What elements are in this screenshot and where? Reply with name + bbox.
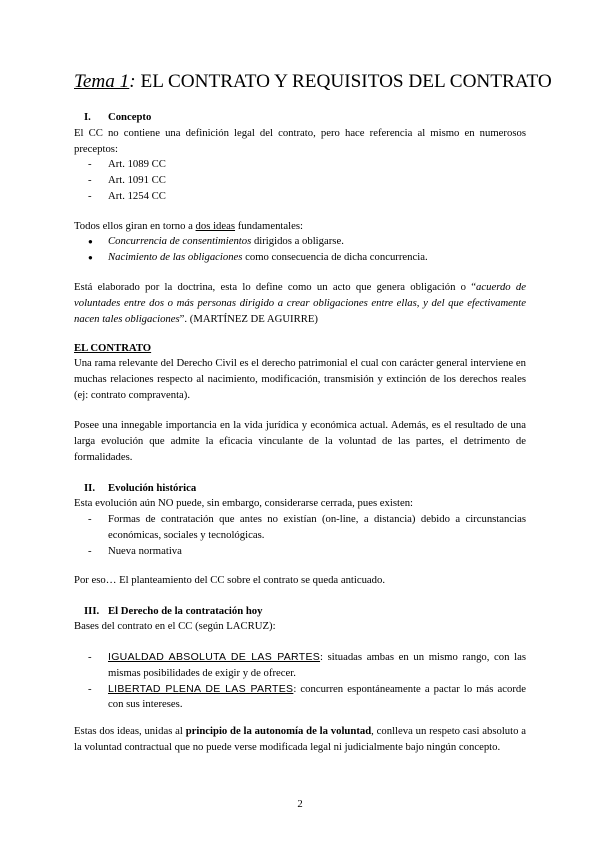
list-item xyxy=(88,157,526,173)
section-title: El Derecho de la contratación hoy xyxy=(108,605,263,617)
list-item xyxy=(88,544,526,560)
dash-marker: - xyxy=(88,173,92,186)
closing-text: Estas dos ideas, unidas al xyxy=(74,725,186,737)
dash-marker: - xyxy=(88,158,92,170)
contratacion-intro: Bases del contrato en el CC (según LACRUZ): xyxy=(74,620,276,632)
title-text: EL CONTRATO Y REQUISITOS DEL CONTRATO xyxy=(135,71,552,92)
bullet-marker: ● xyxy=(88,252,93,262)
article-ref: Art. 1254 CC xyxy=(108,189,166,202)
page-number: 2 xyxy=(297,798,303,810)
list-item-text: Formas de contratación que antes no existían (on-line, a distancia) debido a circunstancias económicas, sociales y tecnológicas. xyxy=(108,513,526,541)
idea-text: dirigidos a obligarse. xyxy=(251,235,344,247)
list-item xyxy=(88,234,526,250)
title-colon: : xyxy=(129,71,136,92)
dash-marker: - xyxy=(88,513,92,525)
section-heading-contratacion xyxy=(74,604,526,620)
bases-list xyxy=(88,650,526,713)
list-item xyxy=(88,512,526,544)
doctrine-paragraph xyxy=(74,280,526,327)
idea-text: como consecuencia de dicha concurrencia. xyxy=(242,250,428,263)
closing-paragraph xyxy=(74,724,526,756)
article-list xyxy=(88,157,526,204)
base-term: IGUALDAD ABSOLUTA DE LAS PARTES xyxy=(108,651,321,663)
title-topic: Tema 1 xyxy=(74,71,130,92)
base-text: : concurren espontáneamente a pactar lo más acorde con sus intereses. xyxy=(108,682,526,711)
doctrine-author: ”. (MARTÍNEZ DE AGUIRRE) xyxy=(179,312,318,325)
evolucion-conclusion: Por eso… El planteamiento del CC sobre el contrato se queda anticuado. xyxy=(74,574,386,586)
ideas-list xyxy=(88,234,526,266)
dash-marker: - xyxy=(88,682,92,695)
idea-term: Nacimiento de las obligaciones xyxy=(108,250,243,263)
list-item xyxy=(88,682,526,714)
doctrine-quote: acuerdo de voluntades entre dos o más personas dirigido a crear obligaciones entre ellas, y del que efectivamente nacen tales obligaciones xyxy=(74,281,527,325)
dash-marker: - xyxy=(88,189,92,202)
base-term: LIBERTAD PLENA DE LAS PARTES xyxy=(108,682,294,695)
ideas-text-end: fundamentales: xyxy=(235,220,303,232)
article-ref: Art. 1091 CC xyxy=(108,173,166,186)
list-item xyxy=(88,650,526,682)
section-number: II. xyxy=(84,482,95,494)
list-item-text: Nueva normativa xyxy=(108,544,182,557)
dash-marker: - xyxy=(88,651,92,663)
ideas-text: Todos ellos giran en torno a xyxy=(74,220,196,232)
contrato-paragraph-2: Posee una innegable importancia en la vida jurídica y económica actual. Además, es el resultado de una larga evolución que admite la eficacia vinculante de la voluntad de las partes, el detrimento de formalidades. xyxy=(74,419,526,463)
dash-marker: - xyxy=(88,544,92,557)
closing-bold: principio de la autonomía de la voluntad xyxy=(185,725,372,737)
concepto-intro: El CC no contiene una definición legal del contrato, pero hace referencia al mismo en numerosos preceptos: xyxy=(74,127,526,155)
list-item xyxy=(88,189,526,205)
section-number: I. xyxy=(84,111,91,123)
contrato-paragraph-1: Una rama relevante del Derecho Civil es el derecho patrimonial el cual con carácter general interviene en muchas relaciones respecto al nacimiento, modificación, transmisión y extinción de los derechos reales (ej: contrato compraventa). xyxy=(74,357,526,401)
idea-term: Concurrencia de consentimientos xyxy=(108,235,252,247)
list-item xyxy=(88,250,526,266)
evolucion-intro: Esta evolución aún NO puede, sin embargo, considerarse cerrada, pues existen: xyxy=(74,497,414,509)
ideas-underlined: dos ideas xyxy=(195,220,236,232)
section-heading-concepto xyxy=(74,110,526,126)
section-number: III. xyxy=(84,605,100,617)
article-ref: Art. 1089 CC xyxy=(108,158,166,170)
evolucion-list xyxy=(88,512,526,559)
section-heading-evolucion xyxy=(74,481,526,497)
page-title xyxy=(74,70,552,94)
base-text: : situadas ambas en un mismo rango, con las mismas posibilidades de exigir y de ofrecer. xyxy=(108,651,526,679)
contrato-heading: EL CONTRATO xyxy=(74,342,152,354)
ideas-intro xyxy=(74,219,526,235)
section-title: Concepto xyxy=(108,111,152,123)
closing-text-end: , conlleva un respeto casi absoluto a la voluntad contractual que no puede verse modificada legal ni judicialmente bajo ningún concepto. xyxy=(74,725,526,753)
list-item xyxy=(88,173,526,189)
section-title: Evolución histórica xyxy=(108,482,197,494)
bullet-marker: ● xyxy=(88,237,93,246)
doctrine-text: Está elaborado por la doctrina, esta lo define como un acto que genera obligación o “ xyxy=(74,281,477,293)
